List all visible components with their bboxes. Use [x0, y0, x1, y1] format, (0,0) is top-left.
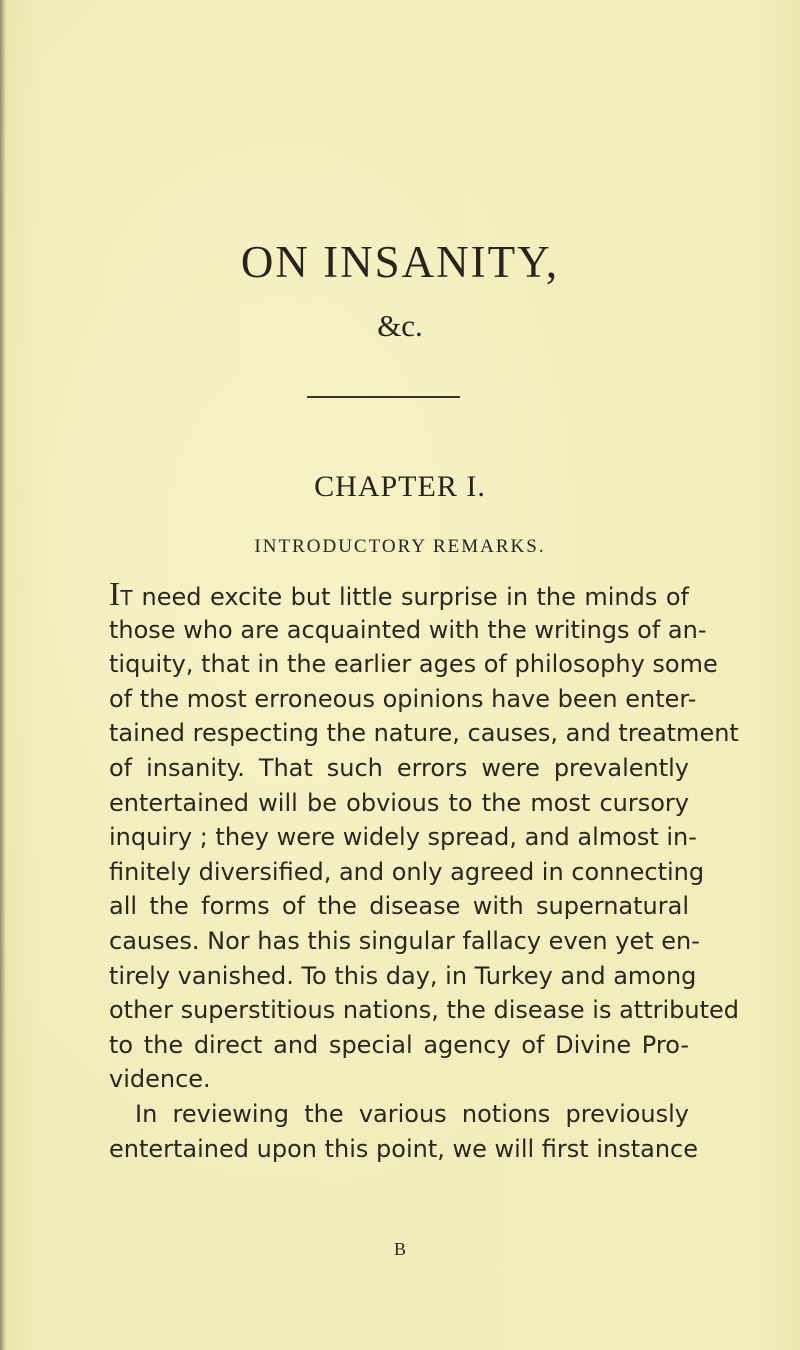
text-line: all the forms of the disease with supernatural [109, 892, 689, 921]
text-line: tirely vanished. To this day, in Turkey and among [109, 961, 697, 990]
body-text [109, 576, 739, 1166]
signature-mark: B [393, 1239, 406, 1259]
text-line: finitely diversified, and only agreed in connecting [109, 857, 705, 886]
text-line: inquiry ; they were widely spread, and almost in- [109, 823, 697, 852]
text-line: those who are acquainted with the writings of an- [109, 615, 707, 644]
text-line: causes. Nor has this singular fallacy even yet en- [109, 926, 700, 955]
page-edge-shadow [0, 0, 6, 1350]
text-line: entertained will be obvious to the most cursory [109, 788, 689, 817]
text-line: tiquity, that in the earlier ages of philosophy some [109, 650, 718, 679]
book-title: ON INSANITY, [240, 237, 560, 287]
text-line: entertained upon this point, we will first instance [109, 1134, 698, 1163]
drop-cap-initial: I [109, 576, 121, 613]
text-line: vidence. [109, 1065, 211, 1094]
text-line-content: need excite but little surprise in the minds of [133, 583, 689, 611]
section-heading: INTRODUCTORY REMARKS. [254, 536, 546, 557]
text-line: In reviewing the various notions previously [135, 1099, 689, 1128]
drop-cap-smallcaps: T [120, 586, 134, 610]
text-line: to the direct and special agency of Divine Pro- [109, 1030, 689, 1059]
title-divider-rule [307, 396, 460, 398]
text-line [109, 578, 689, 613]
chapter-heading: CHAPTER I. [314, 470, 486, 503]
text-line: of insanity. That such errors were prevalently [109, 753, 689, 782]
text-line: tained respecting the nature, causes, and treatment [109, 719, 739, 748]
text-line: of the most erroneous opinions have been enter- [109, 684, 697, 713]
text-line: other superstitious nations, the disease is attributed [109, 996, 739, 1025]
book-subtitle: &c. [377, 308, 423, 343]
